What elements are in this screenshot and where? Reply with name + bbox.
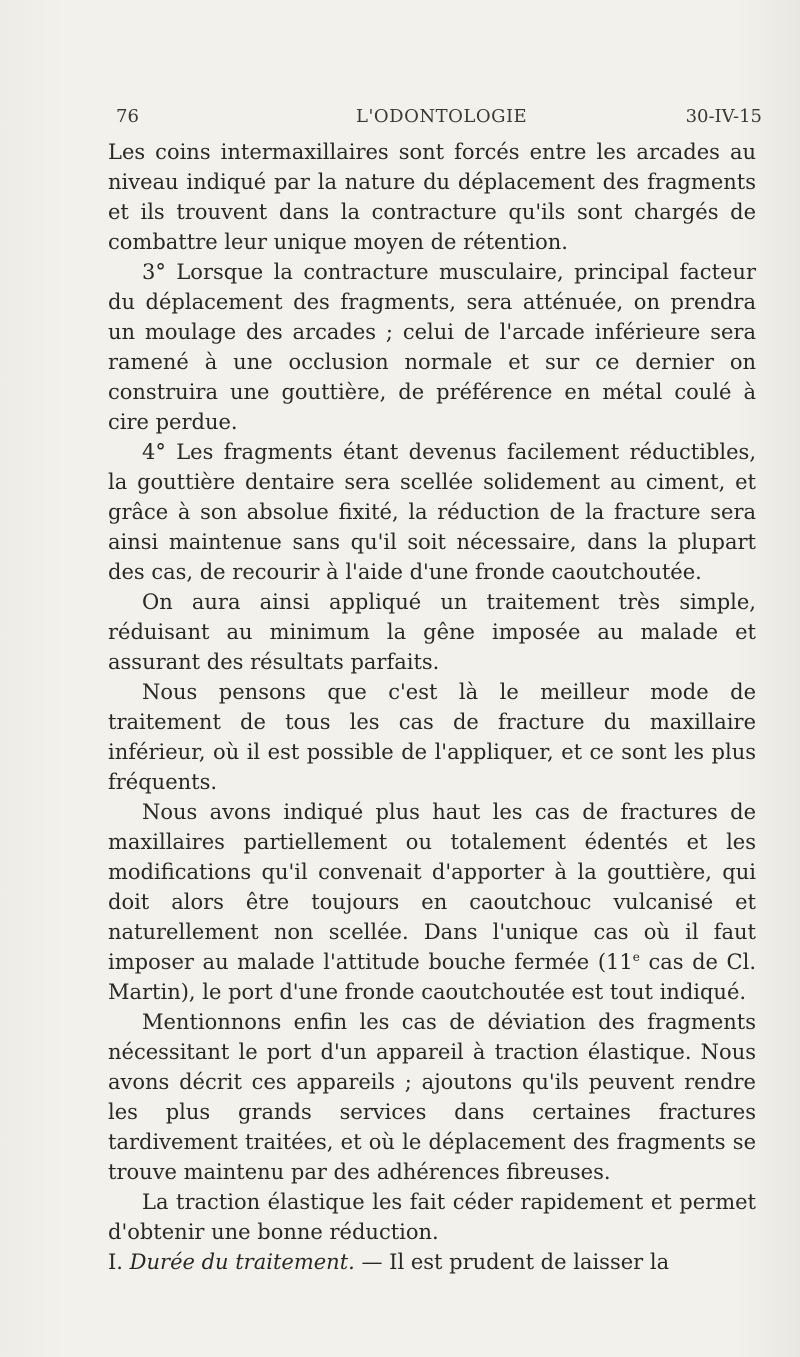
fractures-text-end: cas de Cl. Martin), le port d'une fronde caoutchoutée est tout indiqué. [108, 950, 757, 1004]
section-number: I. [108, 1250, 123, 1274]
ordinal-superscript: e [632, 950, 640, 964]
running-head [116, 104, 762, 130]
journal-title: L'ODONTOLOGIE [356, 106, 528, 127]
paragraph-edentulous-fractures [108, 797, 756, 1007]
section-title: Durée du traitement. [129, 1250, 355, 1274]
paragraph-elastic-traction-devices: Mentionnons enfin les cas de déviation des fragments nécessitant le port d'un appareil à traction élastique. Nous avons décrit ces appareils ; ajoutons qu'ils peuvent rendre les plus grands services dans certaines fractures tardivement traitées, et où le déplacement des fragments se trouve maintenu par des adhérences fibreuses. [108, 1010, 756, 1184]
paragraph-step-3: 3° Lorsque la contracture musculaire, principal facteur du déplacement des fragments, sera atténuée, on prendra un moulage des arcades ; celui de l'arcade inférieure sera ramené à une occlusion normale et sur ce dernier on construira une gouttière, de préférence en métal coulé à cire perdue. [108, 260, 756, 434]
section-heading-duration [108, 1247, 756, 1277]
paragraph-coins: Les coins intermaxillaires sont forcés entre les arcades au niveau indiqué par la nature du déplacement des fragments et ils trouvent dans la contracture qu'ils sont chargés de combattre leur unique moyen de rétention. [108, 140, 756, 254]
issue-date: 30-IV-15 [685, 106, 762, 127]
section-text: — Il est prudent de laisser la [354, 1250, 670, 1274]
body-text [108, 137, 756, 1277]
page-number: 76 [116, 106, 139, 127]
paragraph-best-mode: Nous pensons que c'est là le meilleur mode de traitement de tous les cas de fracture du maxillaire inférieur, où il est possible de l'appliquer, et ce sont les plus fréquents. [108, 680, 756, 794]
paragraph-summary: On aura ainsi appliqué un traitement très simple, réduisant au minimum la gêne imposée au malade et assurant des résultats parfaits. [108, 590, 756, 674]
fractures-text-start: Nous avons indiqué plus haut les cas de fractures de maxillaires partiellement ou totalement édentés et les modifications qu'il convenait d'apporter à la gouttière, qui doit alors être toujours en caoutchouc vulcanisé et naturellement non scellée. Dans l'unique cas où il faut imposer au malade l'attitude bouche fermée (11 [108, 800, 756, 974]
paragraph-step-4: 4° Les fragments étant devenus facilement réductibles, la gouttière dentaire sera scellée solidement au ciment, et grâce à son absolue fixité, la réduction de la fracture sera ainsi maintenue sans qu'il soit nécessaire, dans la plupart des cas, de recourir à l'aide d'une fronde caoutchoutée. [108, 440, 756, 584]
paragraph-elastic-traction-result: La traction élastique les fait céder rapidement et permet d'obtenir une bonne réduction. [108, 1190, 756, 1244]
